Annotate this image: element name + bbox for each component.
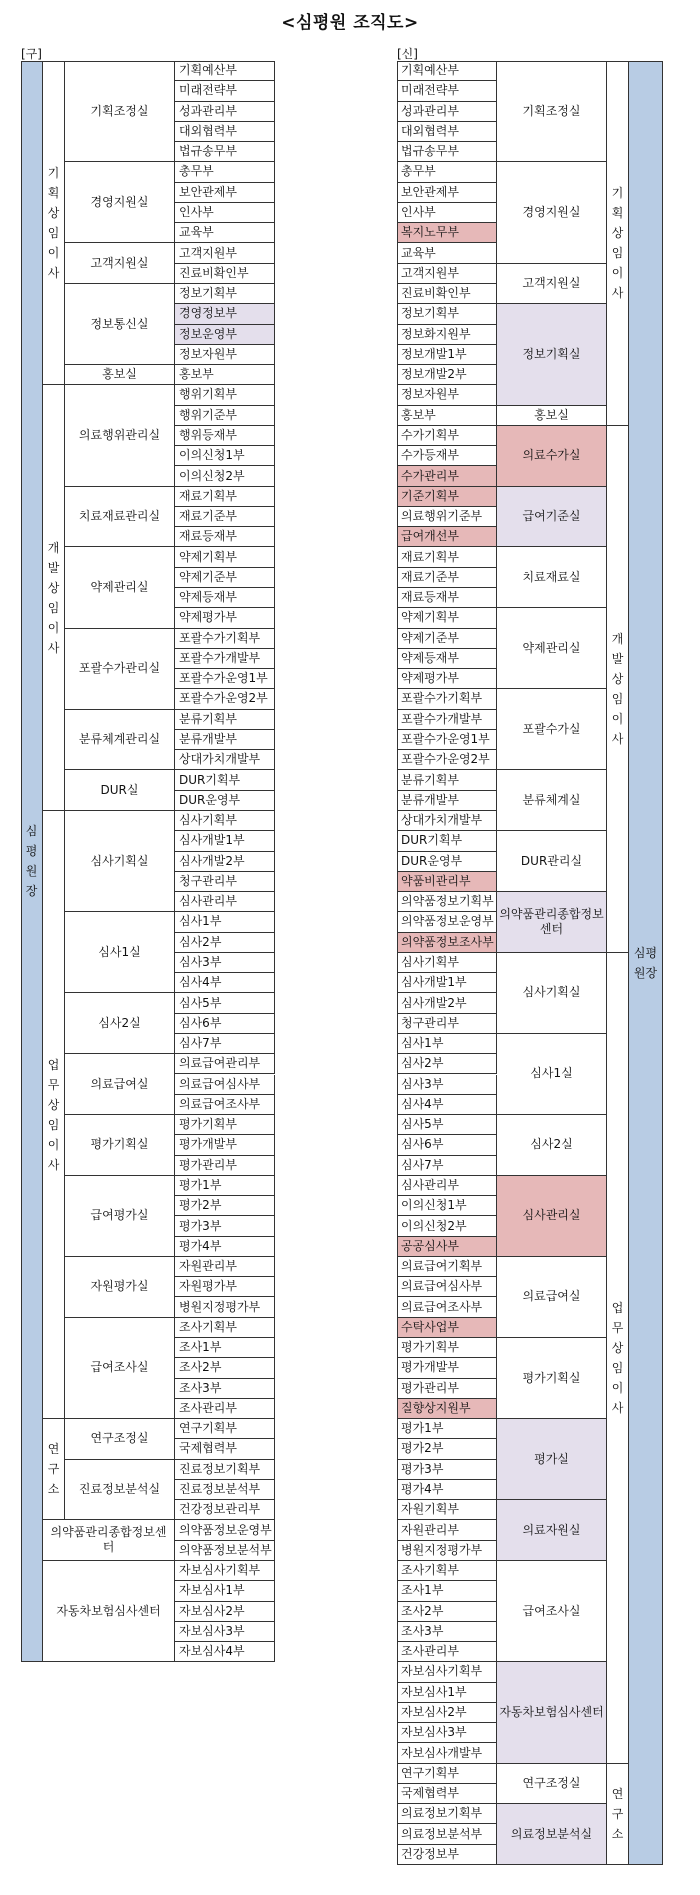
team-cell: 자보심사2부: [175, 1602, 275, 1622]
team-cell: 질향상지원부: [397, 1399, 497, 1419]
team-cell: 의료급여조사부: [397, 1297, 497, 1317]
team-cell: 약제기준부: [397, 629, 497, 649]
team-cell: 의약품정보기획부: [397, 892, 497, 912]
team-cell: 심사개발1부: [397, 973, 497, 993]
team-cell: 병원지정평가부: [397, 1541, 497, 1561]
team-cell: 평가4부: [175, 1237, 275, 1257]
team-cell: 조사1부: [397, 1581, 497, 1601]
dept-cell: 평가기획실: [65, 1115, 175, 1176]
dept-cell: 급여기준실: [497, 487, 607, 548]
team-cell: 정보자원부: [175, 345, 275, 365]
team-cell: 포괄수가운영1부: [397, 730, 497, 750]
team-cell: 홍보부: [397, 406, 497, 426]
team-cell: DUR운영부: [397, 852, 497, 872]
team-cell: 조사관리부: [397, 1642, 497, 1662]
team-cell: 건강정보관리부: [175, 1500, 275, 1520]
dept-cell: 치료재료관리실: [65, 487, 175, 548]
dept-cell: DUR관리실: [497, 831, 607, 892]
dept-cell: 정보통신실: [65, 284, 175, 365]
dept-cell: 자동차보험심사센터: [497, 1662, 607, 1763]
team-cell: 심사개발2부: [397, 993, 497, 1013]
team-cell: 정보기획부: [175, 284, 275, 304]
team-cell: 평가1부: [175, 1176, 275, 1196]
team-cell: 진료비확인부: [175, 264, 275, 284]
team-cell: 약제기획부: [175, 547, 275, 567]
team-cell: 재료기준부: [175, 507, 275, 527]
team-cell: 심사4부: [397, 1095, 497, 1115]
dept-cell: 의약품관리종합정보센터: [497, 892, 607, 953]
team-cell: 재료등재부: [175, 527, 275, 547]
group-cell: 연구소: [43, 1419, 65, 1520]
team-cell: 경영정보부: [175, 304, 275, 324]
team-cell: 심사6부: [175, 1014, 275, 1034]
team-cell: 이의신청1부: [175, 446, 275, 466]
team-cell: 수탁사업부: [397, 1318, 497, 1338]
team-cell: 조사2부: [175, 1358, 275, 1378]
team-cell: 심사1부: [397, 1034, 497, 1054]
team-cell: 재료기준부: [397, 568, 497, 588]
team-cell: 심사개발1부: [175, 831, 275, 851]
team-cell: 평가2부: [397, 1439, 497, 1459]
team-cell: 평가1부: [397, 1419, 497, 1439]
team-cell: 포괄수가운영2부: [397, 750, 497, 770]
dept-cell: 의료급여실: [65, 1054, 175, 1115]
dept-cell: DUR실: [65, 770, 175, 811]
team-cell: 총무부: [175, 162, 275, 182]
team-cell: 법규송무부: [175, 142, 275, 162]
dept-cell: 경영지원실: [497, 162, 607, 263]
team-cell: 상대가치개발부: [175, 750, 275, 770]
team-cell: 심사3부: [175, 953, 275, 973]
team-cell: 약제등재부: [397, 649, 497, 669]
team-cell: 의료정보기획부: [397, 1804, 497, 1824]
team-cell: 대외협력부: [175, 122, 275, 142]
team-cell: 정보운영부: [175, 325, 275, 345]
team-cell: 평가개발부: [175, 1135, 275, 1155]
team-cell: 평가관리부: [175, 1156, 275, 1176]
dept-cell: 심사1실: [497, 1034, 607, 1115]
team-cell: 재료등재부: [397, 588, 497, 608]
team-cell: 보안관제부: [397, 183, 497, 203]
team-cell: 의료급여관리부: [175, 1054, 275, 1074]
team-cell: 급여개선부: [397, 527, 497, 547]
team-cell: 연구기획부: [175, 1419, 275, 1439]
dept-cell: 평가기획실: [497, 1338, 607, 1419]
team-cell: 조사3부: [397, 1622, 497, 1642]
dept-cell: 경영지원실: [65, 162, 175, 243]
dept-cell: 급여조사실: [497, 1561, 607, 1662]
team-cell: 조사관리부: [175, 1399, 275, 1419]
team-cell: 평가기획부: [397, 1338, 497, 1358]
team-cell: 성과관리부: [397, 102, 497, 122]
team-cell: 포괄수가개발부: [397, 710, 497, 730]
dept-cell: 포괄수가관리실: [65, 629, 175, 710]
team-cell: 재료기획부: [397, 547, 497, 567]
dept-cell: 심사관리실: [497, 1176, 607, 1257]
team-cell: 조사3부: [175, 1379, 275, 1399]
team-cell: 자보심사3부: [397, 1723, 497, 1743]
team-cell: 진료정보분석부: [175, 1480, 275, 1500]
team-cell: 대외협력부: [397, 122, 497, 142]
team-cell: 약제평가부: [175, 608, 275, 628]
dept-cell: 분류체계관리실: [65, 710, 175, 771]
team-cell: 상대가치개발부: [397, 811, 497, 831]
team-cell: DUR기획부: [397, 831, 497, 851]
team-cell: 국제협력부: [175, 1439, 275, 1459]
team-cell: 의료급여조사부: [175, 1095, 275, 1115]
team-cell: 약제기획부: [397, 608, 497, 628]
team-cell: 행위기획부: [175, 385, 275, 405]
team-cell: 성과관리부: [175, 102, 275, 122]
dept-cell: 자원평가실: [65, 1257, 175, 1318]
team-cell: 청구관리부: [397, 1014, 497, 1034]
team-cell: 조사2부: [397, 1602, 497, 1622]
team-cell: 자보심사1부: [397, 1683, 497, 1703]
dept-cell: 기획조정실: [497, 61, 607, 162]
team-cell: 자원기획부: [397, 1500, 497, 1520]
dept-cell: 진료정보분석실: [65, 1460, 175, 1521]
team-cell: 분류기획부: [397, 770, 497, 790]
team-cell: 평가2부: [175, 1196, 275, 1216]
team-cell: 연구기획부: [397, 1764, 497, 1784]
team-cell: 심사7부: [397, 1156, 497, 1176]
team-cell: 교육부: [397, 243, 497, 263]
team-cell: 병원지정평가부: [175, 1297, 275, 1317]
team-cell: DUR운영부: [175, 791, 275, 811]
dept-cell: 연구조정실: [65, 1419, 175, 1460]
team-cell: 수가등재부: [397, 446, 497, 466]
team-cell: 진료비확인부: [397, 284, 497, 304]
group-cell: 기획상임이사: [607, 61, 629, 426]
team-cell: 정보개발1부: [397, 345, 497, 365]
team-cell: 인사부: [175, 203, 275, 223]
group-cell: 기획상임이사: [43, 61, 65, 385]
team-cell: 자원관리부: [175, 1257, 275, 1277]
team-cell: 심사2부: [397, 1054, 497, 1074]
team-cell: 자보심사3부: [175, 1622, 275, 1642]
dept-cell: 고객지원실: [65, 243, 175, 284]
team-cell: 조사1부: [175, 1338, 275, 1358]
dept-cell: 의료자원실: [497, 1500, 607, 1561]
team-cell: 공공심사부: [397, 1237, 497, 1257]
team-cell: 평가관리부: [397, 1379, 497, 1399]
team-cell: 포괄수가운영2부: [175, 689, 275, 709]
team-cell: 의료행위기준부: [397, 507, 497, 527]
team-cell: 심사3부: [397, 1075, 497, 1095]
group-cell: 개발상임이사: [607, 426, 629, 953]
dept-cell: 급여평가실: [65, 1176, 175, 1257]
team-cell: 복지노무부: [397, 223, 497, 243]
dept-cell: 의료정보분석실: [497, 1804, 607, 1865]
dept-cell: 분류체계실: [497, 770, 607, 831]
team-cell: 분류개발부: [397, 791, 497, 811]
team-cell: 포괄수가기획부: [175, 629, 275, 649]
president-cell: 심평원장: [629, 61, 663, 1865]
team-cell: 수가기획부: [397, 426, 497, 446]
page-title: <심평원 조직도>: [281, 13, 419, 33]
dept-cell: 고객지원실: [497, 264, 607, 305]
dept-cell: 약제관리실: [65, 547, 175, 628]
team-cell: 자보심사기획부: [175, 1561, 275, 1581]
team-cell: 건강정보부: [397, 1845, 497, 1865]
dept-cell: 의료급여실: [497, 1257, 607, 1338]
group-cell: 연구소: [607, 1764, 629, 1865]
team-cell: 약제기준부: [175, 568, 275, 588]
group-cell: 개발상임이사: [43, 385, 65, 811]
dept-cell: 약제관리실: [497, 608, 607, 689]
team-cell: 자보심사4부: [175, 1642, 275, 1662]
team-cell: 미래전략부: [175, 81, 275, 101]
team-cell: 행위등재부: [175, 426, 275, 446]
team-cell: 고객지원부: [175, 243, 275, 263]
team-cell: 자보심사개발부: [397, 1743, 497, 1763]
team-cell: 심사5부: [175, 993, 275, 1013]
team-cell: 진료정보기획부: [175, 1460, 275, 1480]
team-cell: 자원평가부: [175, 1277, 275, 1297]
team-cell: 약제등재부: [175, 588, 275, 608]
old-org-label: [구]: [21, 47, 42, 61]
team-cell: 약제평가부: [397, 669, 497, 689]
dept-cell: 심사1실: [65, 912, 175, 993]
team-cell: 자보심사기획부: [397, 1662, 497, 1682]
team-cell: 조사기획부: [397, 1561, 497, 1581]
team-cell: 기획예산부: [175, 61, 275, 81]
group-cell: 업무상임이사: [607, 953, 629, 1764]
team-cell: 심사1부: [175, 912, 275, 932]
team-cell: 심사4부: [175, 973, 275, 993]
team-cell: 의료정보분석부: [397, 1824, 497, 1844]
team-cell: 이의신청2부: [175, 466, 275, 486]
team-cell: 재료기획부: [175, 487, 275, 507]
team-cell: 의료급여기획부: [397, 1257, 497, 1277]
team-cell: 법규송무부: [397, 142, 497, 162]
dept-cell: 치료재료실: [497, 547, 607, 608]
team-cell: 심사5부: [397, 1115, 497, 1135]
team-cell: 청구관리부: [175, 872, 275, 892]
team-cell: 기획예산부: [397, 61, 497, 81]
group-cell: 자동차보험심사센터: [43, 1561, 175, 1662]
team-cell: 심사7부: [175, 1034, 275, 1054]
team-cell: 약품비관리부: [397, 872, 497, 892]
dept-cell: 연구조정실: [497, 1764, 607, 1805]
group-cell: 의약품관리종합정보센터: [43, 1520, 175, 1561]
team-cell: 이의신청1부: [397, 1196, 497, 1216]
dept-cell: 의료수가실: [497, 426, 607, 487]
team-cell: 심사기획부: [397, 953, 497, 973]
team-cell: DUR기획부: [175, 770, 275, 790]
dept-cell: 심사2실: [497, 1115, 607, 1176]
team-cell: 평가기획부: [175, 1115, 275, 1135]
team-cell: 자보심사1부: [175, 1581, 275, 1601]
team-cell: 의약품정보분석부: [175, 1541, 275, 1561]
team-cell: 의약품정보조사부: [397, 933, 497, 953]
team-cell: 심사2부: [175, 933, 275, 953]
team-cell: 교육부: [175, 223, 275, 243]
dept-cell: 정보기획실: [497, 304, 607, 405]
team-cell: 심사개발2부: [175, 852, 275, 872]
team-cell: 행위기준부: [175, 406, 275, 426]
team-cell: 홍보부: [175, 365, 275, 385]
team-cell: 포괄수가개발부: [175, 649, 275, 669]
team-cell: 의약품정보운영부: [397, 912, 497, 932]
team-cell: 정보개발2부: [397, 365, 497, 385]
team-cell: 보안관제부: [175, 183, 275, 203]
team-cell: 고객지원부: [397, 264, 497, 284]
team-cell: 정보자원부: [397, 385, 497, 405]
dept-cell: 의료행위관리실: [65, 385, 175, 486]
dept-cell: 기획조정실: [65, 61, 175, 162]
team-cell: 인사부: [397, 203, 497, 223]
team-cell: 평가3부: [397, 1460, 497, 1480]
team-cell: 조사기획부: [175, 1318, 275, 1338]
team-cell: 정보화지원부: [397, 325, 497, 345]
dept-cell: 포괄수가실: [497, 689, 607, 770]
team-cell: 평가3부: [175, 1216, 275, 1236]
team-cell: 평가개발부: [397, 1358, 497, 1378]
team-cell: 분류기획부: [175, 710, 275, 730]
team-cell: 수가관리부: [397, 466, 497, 486]
team-cell: 자원관리부: [397, 1520, 497, 1540]
team-cell: 심사6부: [397, 1135, 497, 1155]
team-cell: 심사관리부: [175, 892, 275, 912]
team-cell: 미래전략부: [397, 81, 497, 101]
team-cell: 심사기획부: [175, 811, 275, 831]
dept-cell: 심사기획실: [497, 953, 607, 1034]
dept-cell: 홍보실: [497, 406, 607, 426]
team-cell: 의료급여심사부: [397, 1277, 497, 1297]
team-cell: 이의신청2부: [397, 1216, 497, 1236]
team-cell: 국제협력부: [397, 1784, 497, 1804]
team-cell: 포괄수가운영1부: [175, 669, 275, 689]
president-cell: 심평원장: [21, 61, 43, 1662]
team-cell: 자보심사2부: [397, 1703, 497, 1723]
dept-cell: 심사기획실: [65, 811, 175, 912]
dept-cell: 급여조사실: [65, 1318, 175, 1419]
team-cell: 포괄수가기획부: [397, 689, 497, 709]
team-cell: 심사관리부: [397, 1176, 497, 1196]
team-cell: 기준기획부: [397, 487, 497, 507]
team-cell: 의약품정보운영부: [175, 1520, 275, 1540]
dept-cell: 평가실: [497, 1419, 607, 1500]
team-cell: 의료급여심사부: [175, 1075, 275, 1095]
team-cell: 총무부: [397, 162, 497, 182]
team-cell: 정보기획부: [397, 304, 497, 324]
dept-cell: 홍보실: [65, 365, 175, 385]
team-cell: 평가4부: [397, 1480, 497, 1500]
group-cell: 업무상임이사: [43, 811, 65, 1419]
dept-cell: 심사2실: [65, 993, 175, 1054]
team-cell: 분류개발부: [175, 730, 275, 750]
new-org-label: [신]: [397, 47, 418, 61]
